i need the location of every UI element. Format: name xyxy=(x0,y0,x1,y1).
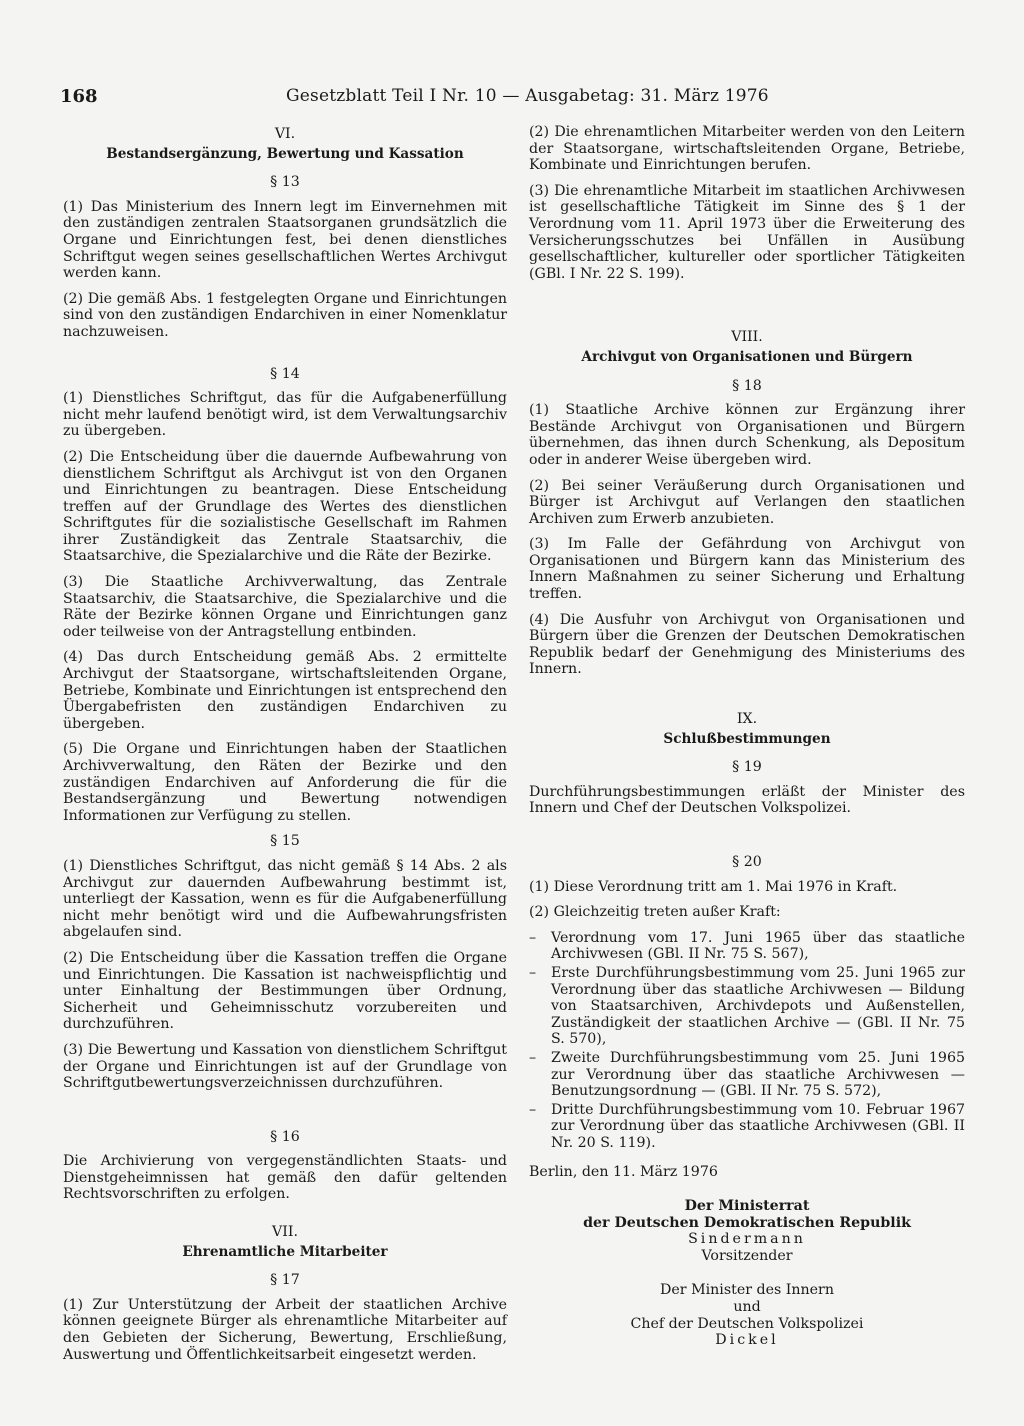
paragraph-text: (3) Die Bewertung und Kassation von dienstlichem Schriftgut der Organe und Einrichtungen ist auf der Grundlage von Schriftgutbewertungsverzeichnissen durchzuführen. xyxy=(63,1041,507,1092)
signature-role: Der Minister des Innern xyxy=(660,1282,834,1299)
paragraph-heading: § 20 xyxy=(732,854,762,870)
signature-name: Sindermann xyxy=(688,1231,806,1248)
page-header xyxy=(58,86,972,110)
paragraph-text: (1) Zur Unterstützung der Arbeit der staatlichen Archive können geeignete Bürger als ehrenamtliche Mitarbeiter auf den Gebieten der Sicherung, Bewertung, Erschließung, Auswertung und Öffentlichkeitsarbeit eingesetzt werden. xyxy=(63,1296,507,1363)
signature-role: und xyxy=(733,1299,761,1316)
place-date: Berlin, den 11. März 1976 xyxy=(529,1163,718,1180)
paragraph-heading: § 15 xyxy=(270,833,300,850)
signature-block-ministerrat xyxy=(529,1198,965,1264)
paragraph-heading: § 16 xyxy=(270,1128,300,1145)
list-item: – Erste Durchführungsbestimmung vom 25. Juni 1965 zur Verordnung über das staatliche Archivwesen — Bildung von Staatsarchiven, Archivdepots und Außenstellen, Zuständigkeit der staatlichen Archive — (GBl. II Nr. 75 S. 570), xyxy=(529,965,965,1048)
section-title: Archivgut von Organisationen und Bürgern xyxy=(581,348,913,365)
right-column xyxy=(529,124,965,1349)
paragraph-heading: § 17 xyxy=(270,1272,300,1289)
paragraph-text: (2) Gleichzeitig treten außer Kraft: xyxy=(529,904,781,921)
paragraph-text: (3) Im Falle der Gefährdung von Archivgut von Organisationen und Bürgern kann das Ministerium des Innern Maßnahmen zu seiner Sicherung und Erhaltung treffen. xyxy=(529,536,965,603)
paragraph-text: (1) Diese Verordnung tritt am 1. Mai 1976 in Kraft. xyxy=(529,878,898,895)
paragraph-text: (2) Die Entscheidung über die dauernde Aufbewahrung von dienstlichem Schriftgut als Archivgut ist von den Organen und Einrichtungen zu beantragen. Diese Entscheidung treffen auf der Grundlage des Wertes des dienstlichen Schriftgutes für die sozialistische Gesellschaft im Rahmen ihrer Zuständigkeit das Zentrale Staatsarchiv, die Staatsarchive, die Spezialarchive und die Räte der Bezirke. xyxy=(63,448,507,565)
paragraph-text: Die Archivierung von vergegenständlichten Staats- und Dienstgeheimnissen hat gemäß den dafür geltenden Rechtsvorschriften zu erfolgen. xyxy=(63,1153,507,1203)
paragraph-text: Durchführungsbestimmungen erläßt der Minister des Innern und Chef der Deutschen Volkspolizei. xyxy=(529,783,965,817)
paragraph-heading: § 13 xyxy=(270,174,300,191)
signature-block-minister xyxy=(529,1282,965,1348)
list-item: – Zweite Durchführungsbestimmung vom 25. Juni 1965 zur Verordnung über das staatliche Archivwesen — Benutzungsordnung — (GBl. II Nr. 75 S. 572), xyxy=(529,1050,965,1100)
paragraph-text: (2) Bei seiner Veräußerung durch Organisationen und Bürger ist Archivgut auf Verlangen den staatlichen Archiven zum Erwerb anzubieten. xyxy=(529,477,965,527)
section-number: VII. xyxy=(272,1224,298,1241)
paragraph-text: (4) Die Ausfuhr von Archivgut von Organisationen und Bürgern über die Grenzen der Deutschen Demokratischen Republik bedarf der Genehmigung des Ministeriums des Innern. xyxy=(529,611,965,678)
page-number: 168 xyxy=(60,86,98,107)
paragraph-text: (1) Dienstliches Schriftgut, das nicht gemäß § 14 Abs. 2 als Archivgut zur dauernden Aufbewahrung bestimmt ist, unterliegt der Kassation, wenn es für die Aufgabenerfüllung nicht mehr benötigt wird und die Aufbewahrungsfristen abgelaufen sind. xyxy=(63,857,507,941)
repealed-list xyxy=(529,930,965,1152)
paragraph-text: (3) Die Staatliche Archivverwaltung, das Zentrale Staatsarchiv, die Staatsarchive, die Spezialarchive und die Räte der Bezirke können Organe und Einrichtungen ganz oder teilweise von der Antragstellung entbinden. xyxy=(63,574,507,640)
section-number: VI. xyxy=(274,126,296,142)
signature-role: Chef der Deutschen Volkspolizei xyxy=(630,1315,864,1332)
paragraph-heading: § 14 xyxy=(270,365,300,382)
section-number: VIII. xyxy=(731,329,763,346)
paragraph-text: (2) Die Entscheidung über die Kassation treffen die Organe und Einrichtungen. Die Kassation ist nachweispflichtig und unter Einhaltung der Bestimmungen über Ordnung, Sicherheit und Geheimnisschutz vorzubereiten und durchzuführen. xyxy=(63,949,507,1033)
signature-org: Der Ministerrat xyxy=(684,1198,810,1215)
paragraph-text: (5) Die Organe und Einrichtungen haben der Staatlichen Archivverwaltung, den Räten der Bezirke und den zuständigen Endarchiven auf Anforderung die für die Bestandsergänzung und Bewertung notwendigen Informationen zur Verfügung zu stellen. xyxy=(63,741,507,824)
signature-org: der Deutschen Demokratischen Republik xyxy=(583,1214,911,1231)
paragraph-heading: § 18 xyxy=(732,377,762,394)
paragraph-heading: § 19 xyxy=(732,759,762,776)
list-item: – Dritte Durchführungsbestimmung vom 10. Februar 1967 zur Verordnung über das staatliche Archivwesen (GBl. II Nr. 20 S. 119). xyxy=(529,1102,965,1152)
paragraph-text: (2) Die gemäß Abs. 1 festgelegten Organe und Einrichtungen sind von den zuständigen Endarchiven in einer Nomenklatur nachzuweisen. xyxy=(63,290,507,340)
section-title: Schlußbestimmungen xyxy=(663,730,831,747)
list-item: – Verordnung vom 17. Juni 1965 über das staatliche Archivwesen (GBl. II Nr. 75 S. 567), xyxy=(529,930,965,963)
paragraph-text: (1) Staatliche Archive können zur Ergänzung ihrer Bestände Archivgut von Organisationen und Bürgern übernehmen, das ihnen durch Schenkung, als Depositum oder in anderer Weise übergeben wird. xyxy=(529,402,965,468)
signature-role: Vorsitzender xyxy=(701,1247,793,1264)
paragraph-text: (1) Dienstliches Schriftgut, das für die Aufgabenerfüllung nicht mehr laufend benötigt wird, ist dem Verwaltungsarchiv zu übergeben. xyxy=(63,390,507,440)
section-title: Ehrenamtliche Mitarbeiter xyxy=(182,1243,388,1260)
signature-name: Dickel xyxy=(715,1332,779,1349)
header-title: Gesetzblatt Teil I Nr. 10 — Ausgabetag: 31. März 1976 xyxy=(286,86,769,106)
section-number: IX. xyxy=(736,711,758,728)
paragraph-text: (2) Die ehrenamtlichen Mitarbeiter werden von den Leitern der Staatsorgane, wirtschaftsleitenden Organe, Betriebe, Kombinate und Einrichtungen berufen. xyxy=(529,124,965,174)
section-title: Bestandsergänzung, Bewertung und Kassation xyxy=(106,145,464,162)
paragraph-text: (3) Die ehrenamtliche Mitarbeit im staatlichen Archivwesen ist gesellschaftliche Tätigkeit im Sinne des § 1 der Verordnung vom 11. April 1973 über die Erweiterung des Versicherungsschutzes bei Unfällen in Ausübung gesellschaftlicher, kultureller oder sportlicher Tätigkeiten (GBl. I Nr. 22 S. 199). xyxy=(529,182,965,282)
paragraph-text: (4) Das durch Entscheidung gemäß Abs. 2 ermittelte Archivgut der Staatsorgane, wirtschaftsleitenden Organe, Betriebe, Kombinate und Einrichtungen ist entsprechend den Übergabefristen den zuständigen Endarchiven zu übergeben. xyxy=(63,649,507,732)
left-column xyxy=(63,124,507,1372)
paragraph-text: (1) Das Ministerium des Innern legt im Einvernehmen mit den zuständigen zentralen Staatsorganen grundsätzlich die Organe und Einrichtungen fest, bei denen dienstliches Schriftgut wegen seines gesellschaftlichen Wertes Archivgut werden kann. xyxy=(63,198,507,282)
